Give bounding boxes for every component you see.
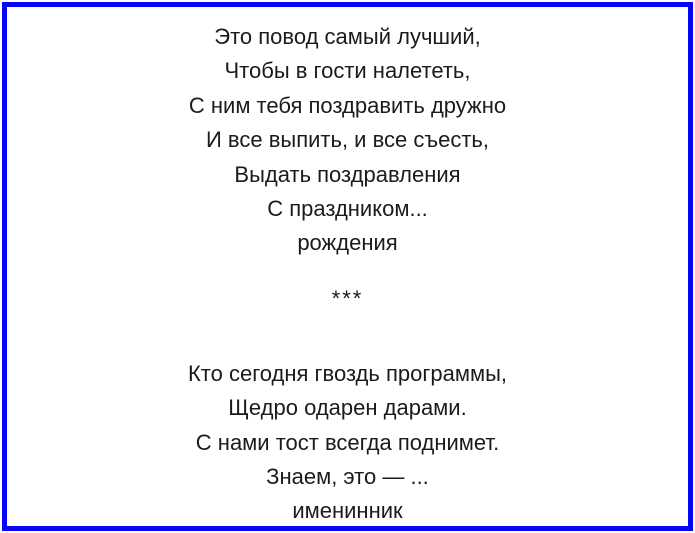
- poem-line: С нами тост всегда поднимет.: [195, 429, 500, 455]
- page-border-frame: [2, 2, 693, 531]
- poem-line: С праздником...: [267, 196, 428, 222]
- poem-stanza-1: [7, 20, 688, 261]
- poem-line: Это повод самый лучший,: [214, 24, 481, 49]
- poem-line: Выдать поздравления: [234, 161, 461, 187]
- stanza-separator: ***: [331, 285, 364, 311]
- poem-line: И все выпить, и все съесть,: [205, 127, 489, 153]
- poem-line: Кто сегодня гвоздь программы,: [187, 360, 508, 386]
- poem-line: Щедро одарен дарами.: [228, 395, 467, 421]
- poem-line: С ним тебя поздравить дружно: [188, 92, 507, 118]
- poem-line: рождения: [297, 230, 398, 256]
- poem-line: Чтобы в гости налететь,: [224, 58, 471, 84]
- poem-stanza-2: [7, 357, 688, 529]
- poem-container: [7, 7, 688, 529]
- poem-line: Знаем, это — ...: [266, 464, 429, 490]
- poem-line: именинник: [292, 498, 403, 524]
